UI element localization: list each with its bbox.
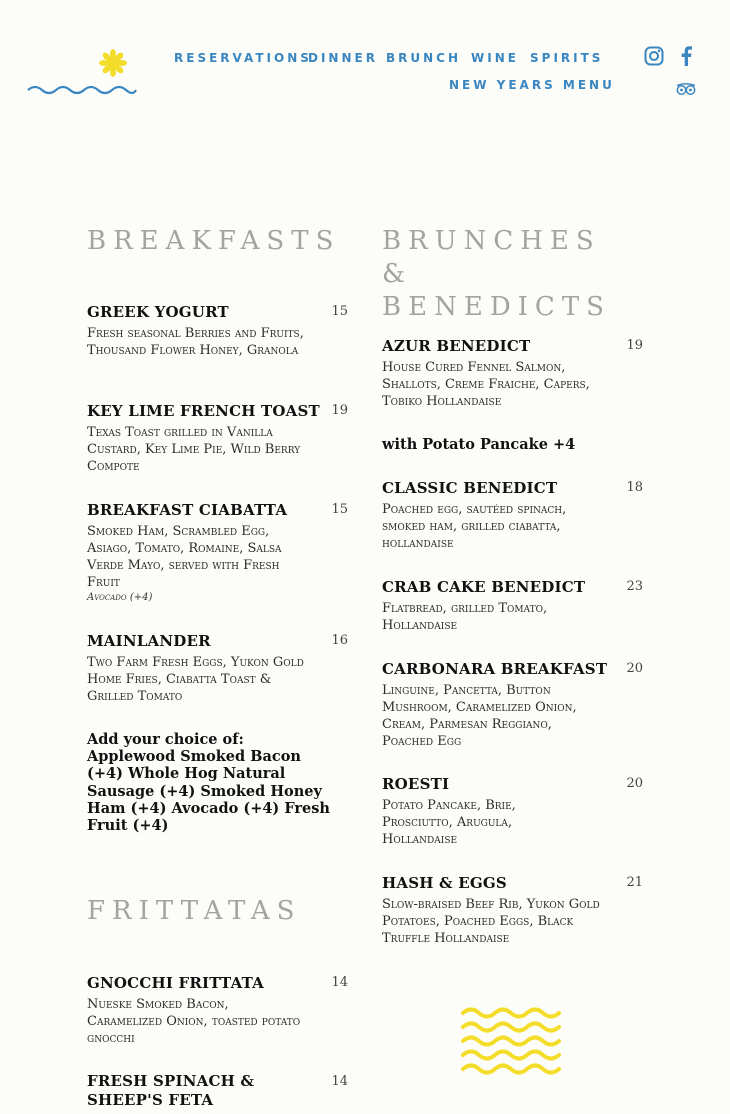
item-description: Texas Toast grilled in Vanilla Custard, Key Lime Pie, Wild Berry Compote (87, 425, 301, 474)
facebook-icon[interactable] (680, 46, 692, 70)
addons-note: Add your choice of: Applewood Smoked Bacon (+4) Whole Hog Natural Sausage (+4) Smoked Honey Ham (+4) Avocado (+4) Fresh Fruit (+4) (87, 731, 330, 835)
item-name: HASH & EGGS (382, 874, 507, 892)
menu-item (382, 577, 643, 634)
nav-brunch[interactable]: BRUNCH (386, 51, 462, 65)
item-price: 18 (626, 480, 643, 495)
section-title-frittatas: FRITTATAS (87, 896, 302, 926)
menu-item (87, 500, 348, 603)
item-note: Avocado (+4) (87, 592, 153, 603)
item-price: 23 (626, 579, 643, 594)
item-description: Slow-braised Beef Rib, Yukon Gold Potatoes, Poached Eggs, Black Truffle Hollandaise (382, 897, 600, 946)
yellow-waves-icon (460, 1006, 564, 1078)
item-name: FRESH SPINACH & SHEEP'S FETA (87, 1072, 255, 1109)
item-price: 14 (331, 975, 348, 990)
item-description: Fresh seasonal Berries and Fruits, Thousand Flower Honey, Granola (87, 326, 304, 358)
section-title-brunches: BRUNCHES & BENEDICTS (382, 226, 611, 322)
item-price: 19 (626, 338, 643, 353)
item-name: CARBONARA BREAKFAST (382, 660, 608, 678)
item-price: 15 (331, 304, 348, 319)
potato-pancake-note: with Potato Pancake +4 (382, 436, 576, 453)
item-name: CLASSIC BENEDICT (382, 479, 558, 497)
item-name: GREEK YOGURT (87, 303, 229, 321)
nav-spirits[interactable]: SPIRITS (530, 51, 604, 65)
menu-item (382, 774, 643, 848)
item-price: 14 (331, 1074, 348, 1089)
item-description: Flatbread, grilled Tomato, Hollandaise (382, 601, 548, 633)
item-description: Linguine, Pancetta, Button Mushroom, Caramelized Onion, Cream, Parmesan Reggiano, Poached Egg (382, 683, 577, 749)
nav-dinner[interactable]: DINNER (308, 51, 378, 65)
item-price: 20 (626, 661, 643, 676)
nav-wine[interactable]: WINE (471, 51, 519, 65)
item-price: 20 (626, 776, 643, 791)
sun-wave-logo-icon (26, 48, 138, 96)
menu-item (382, 659, 643, 750)
logo[interactable] (26, 48, 138, 96)
item-price: 16 (331, 633, 348, 648)
menu-item (382, 478, 643, 552)
item-name: GNOCCHI FRITTATA (87, 974, 264, 992)
nav-new-years-menu[interactable]: NEW YEARS MENU (449, 78, 615, 92)
menu-item (87, 401, 348, 475)
menu-item (87, 973, 348, 1047)
menu-item (87, 631, 348, 705)
nav-reservations[interactable]: RESERVATIONS (174, 51, 312, 65)
section-title-breakfasts: BREAKFASTS (87, 226, 341, 256)
item-name: ROESTI (382, 775, 450, 793)
item-price: 15 (331, 502, 348, 517)
item-description: Poached egg, sautéed spinach, smoked ham, grilled ciabatta, hollandaise (382, 502, 567, 551)
item-name: KEY LIME FRENCH TOAST (87, 402, 320, 420)
item-name: BREAKFAST CIABATTA (87, 501, 288, 519)
item-description: Two Farm Fresh Eggs, Yukon Gold Home Fries, Ciabatta Toast & Grilled Tomato (87, 655, 304, 704)
menu-item (382, 873, 643, 947)
item-price: 21 (626, 875, 643, 890)
menu-item (87, 1072, 348, 1110)
tripadvisor-icon[interactable] (676, 81, 696, 100)
item-description: Smoked Ham, Scrambled Egg, Asiago, Tomato, Romaine, Salsa Verde Mayo, served with Fresh Fruit (87, 524, 282, 590)
item-name: AZUR BENEDICT (382, 337, 531, 355)
item-description: Potato Pancake, Brie, Prosciutto, Arugula, Hollandaise (382, 798, 516, 847)
menu-item (87, 302, 348, 359)
item-name: MAINLANDER (87, 632, 211, 650)
item-price: 19 (331, 403, 348, 418)
menu-item (382, 336, 643, 410)
instagram-icon[interactable] (644, 46, 664, 70)
item-name: CRAB CAKE BENEDICT (382, 578, 586, 596)
item-description: House Cured Fennel Salmon, Shallots, Creme Fraiche, Capers, Tobiko Hollandaise (382, 360, 590, 409)
item-description: Nueske Smoked Bacon, Caramelized Onion, toasted potato gnocchi (87, 997, 301, 1046)
